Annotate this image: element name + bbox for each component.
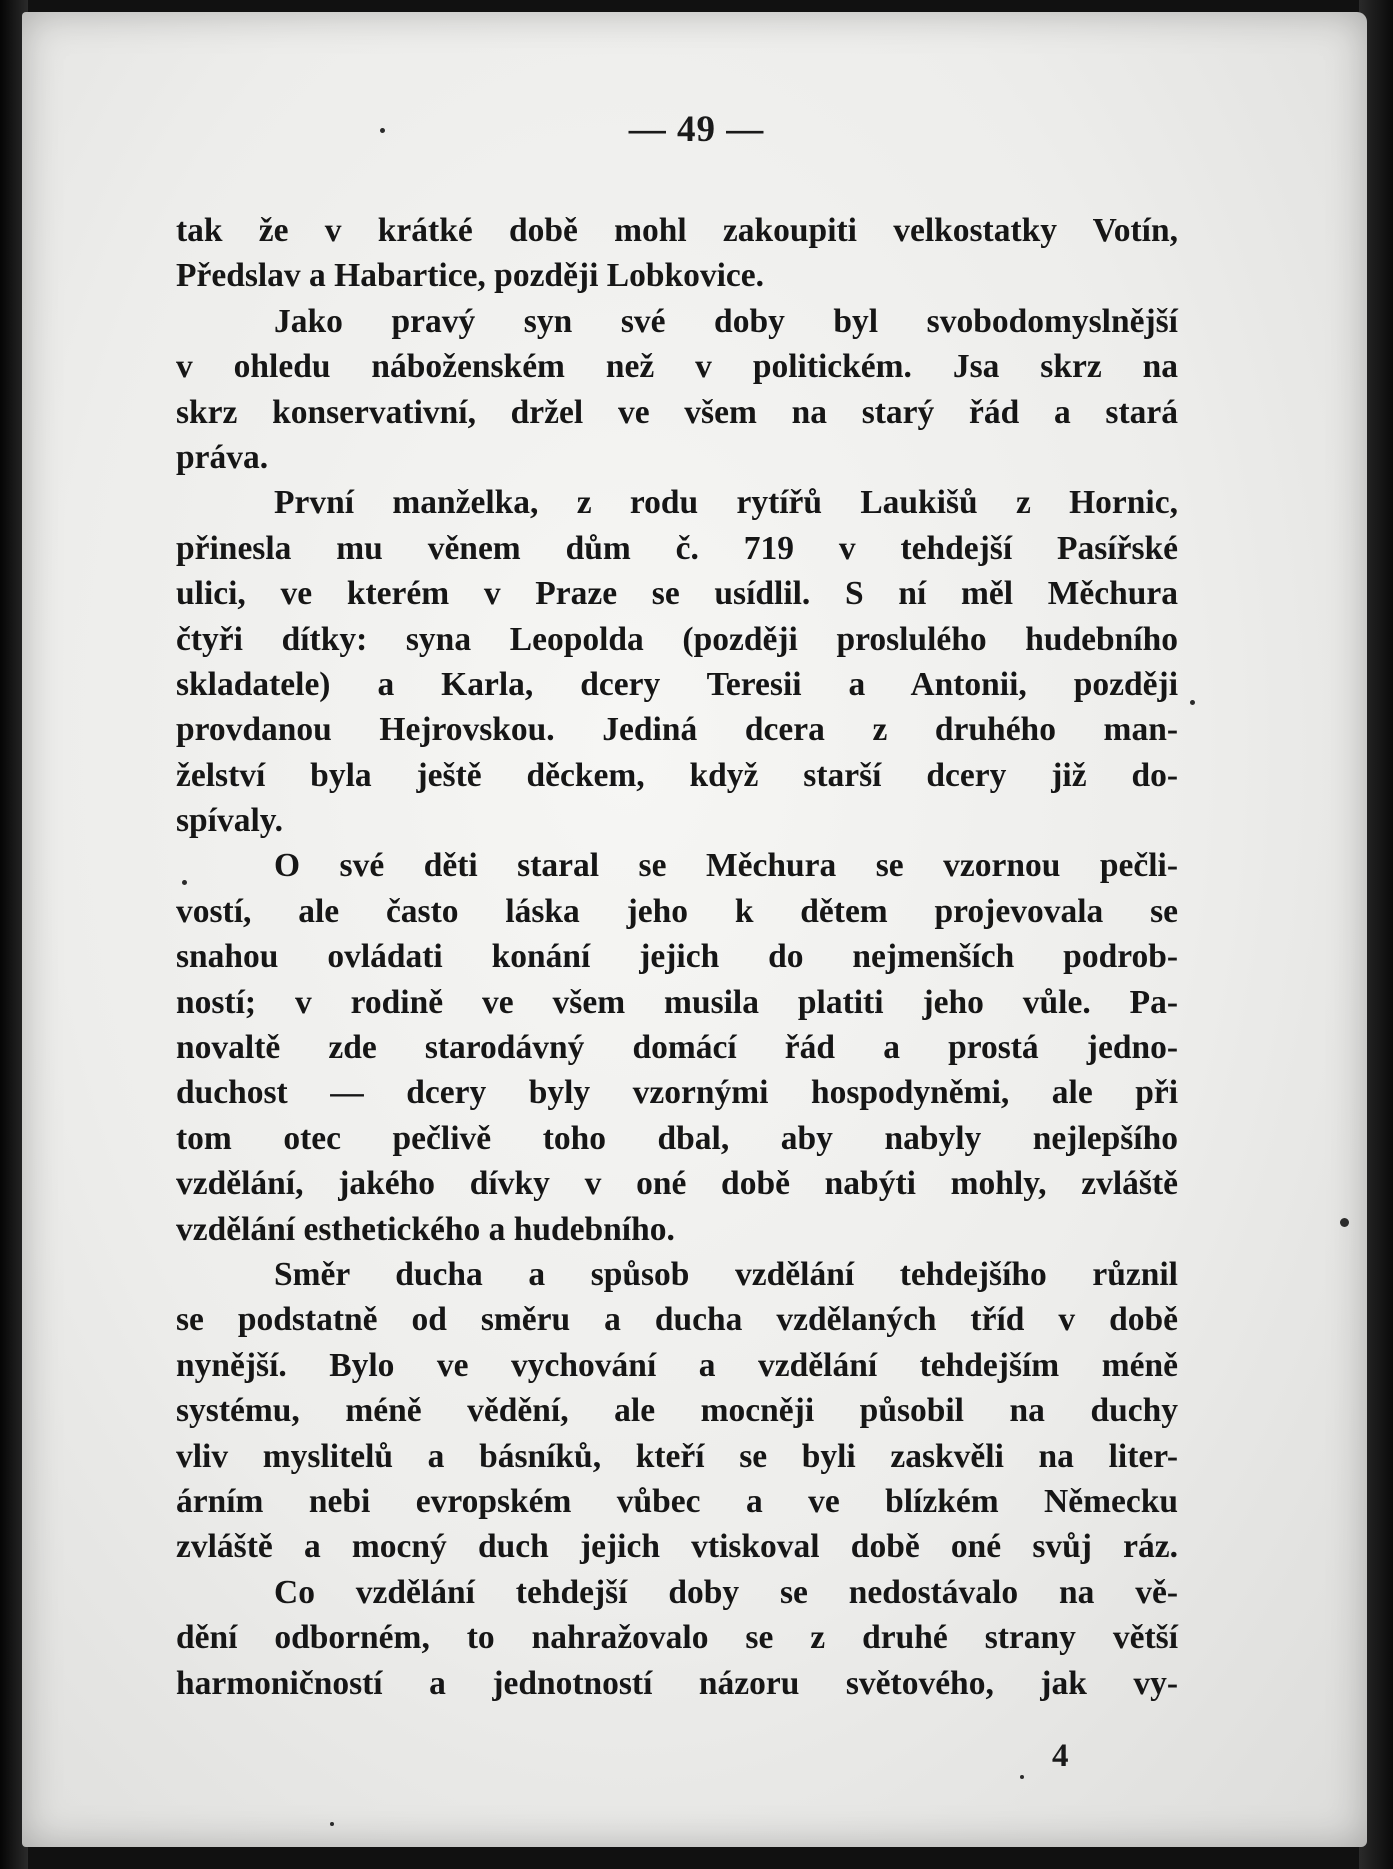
text-line: vliv myslitelů a básníků, kteří se byli zaskvěli na liter- <box>176 1437 1178 1475</box>
text-line: Předslav a Habartice, později Lobkovice. <box>176 257 765 295</box>
text-line: ností; v rodině ve všem musila platiti jeho vůle. Pa- <box>176 983 1178 1021</box>
text-line: práva. <box>176 438 269 476</box>
text-line: ulici, ve kterém v Praze se usídlil. S ní měl Měchura <box>176 575 1178 613</box>
dust-speck <box>330 1822 334 1826</box>
text-line: se podstatně od směru a ducha vzdělaných tříd v době <box>176 1301 1178 1339</box>
text-line: provdanou Hejrovskou. Jediná dcera z druhého man- <box>176 711 1178 749</box>
text-line: přinesla mu věnem dům č. 719 v tehdejší Pasířské <box>176 529 1178 567</box>
text-line: árním nebi evropském vůbec a ve blízkém Německu <box>176 1482 1178 1520</box>
text-line: novaltě zde starodávný domácí řád a prostá jedno- <box>176 1029 1178 1067</box>
text-line: tom otec pečlivě toho dbal, aby nabyly nejlepšího <box>176 1119 1178 1157</box>
text-line: nynější. Bylo ve vychování a vzdělání tehdejším méně <box>176 1346 1178 1384</box>
text-line: snahou ovládati konání jejich do nejmenších podrob- <box>176 938 1178 976</box>
text-line: skladatele) a Karla, dcery Teresii a Antonii, později <box>176 665 1178 703</box>
text-line: tak že v krátké době mohl zakoupiti velkostatky Votín, <box>176 212 1178 249</box>
text-line: v ohledu náboženském než v politickém. Jsa skrz na <box>176 348 1178 386</box>
text-line: vostí, ale často láska jeho k dětem projevovala se <box>176 892 1178 930</box>
signature-mark: 4 <box>1052 1738 1069 1774</box>
dust-speck <box>182 880 187 885</box>
text-line: vzdělání esthetického a hudebního. <box>176 1210 675 1248</box>
text-line: duchost — dcery byly vzornými hospodyněmi, ale při <box>176 1074 1178 1112</box>
text-line: želství byla ještě děckem, když starší dcery již do- <box>176 756 1178 794</box>
text-line: skrz konservativní, držel ve všem na starý řád a stará <box>176 393 1178 431</box>
text-line: vzdělání, jakého dívky v oné době nabýti mohly, zvláště <box>176 1165 1178 1203</box>
text-line: systému, méně vědění, ale mocněji působil na duchy <box>176 1392 1178 1430</box>
dust-speck <box>380 128 385 133</box>
text-line: Jako pravý syn své doby byl svobodomyslnější <box>274 302 1178 340</box>
text-line: zvláště a mocný duch jejich vtiskoval době oné svůj ráz. <box>176 1528 1178 1566</box>
text-line: čtyři dítky: syna Leopolda (později proslulého hudebního <box>176 620 1178 658</box>
text-line: spívaly. <box>176 802 284 840</box>
dust-speck <box>1340 1218 1349 1227</box>
text-line: Směr ducha a spůsob vzdělání tehdejšího různil <box>274 1255 1178 1293</box>
text-line: harmoničností a jednotností názoru světového, jak vy- <box>176 1664 1178 1702</box>
page-number: — 49 — <box>628 109 765 150</box>
dust-speck <box>1190 700 1195 705</box>
dust-speck <box>1020 1775 1024 1779</box>
text-line: O své děti staral se Měchura se vzornou pečli- <box>274 847 1178 885</box>
text-line: Co vzdělání tehdejší doby se nedostávalo na vě- <box>274 1573 1178 1611</box>
text-line: dění odborném, to nahražovalo se z druhé strany větší <box>176 1619 1178 1657</box>
text-line: První manželka, z rodu rytířů Laukišů z Hornic, <box>274 484 1178 522</box>
body-text <box>176 208 1178 1706</box>
